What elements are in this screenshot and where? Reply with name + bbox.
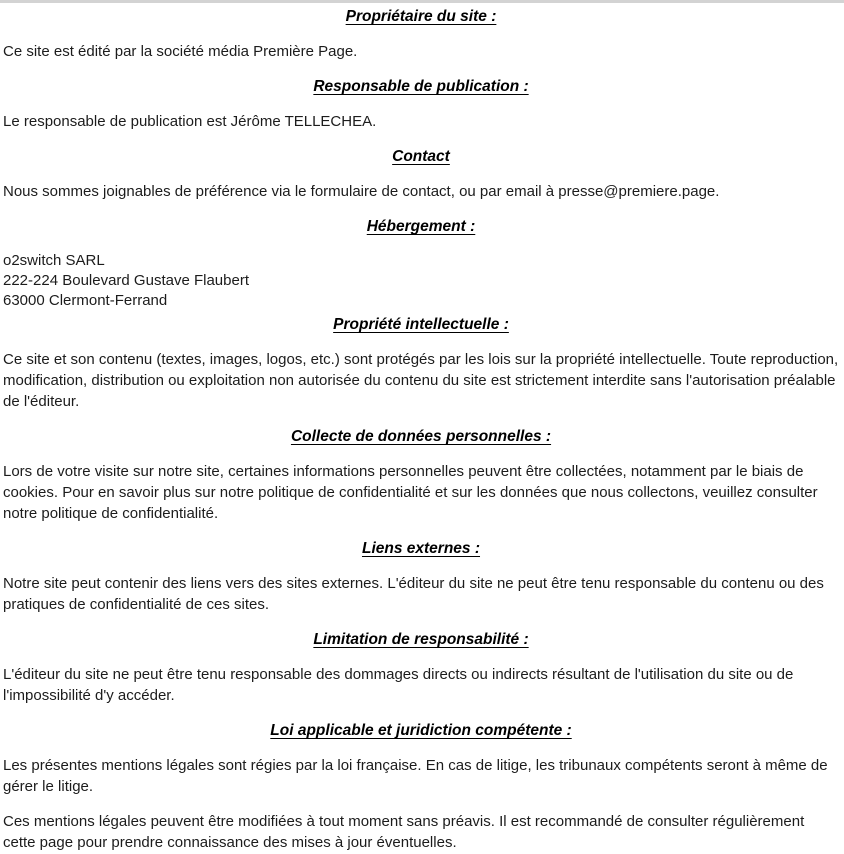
paragraph-propriete-intellectuelle: Ce site et son contenu (textes, images, logos, etc.) sont protégés par les lois sur la propriété intellectuelle. Toute reproduction, modification, distribution ou exploitation non autorisée du contenu du site est strictement interdite sans l'autorisation préalable de l'éditeur. bbox=[3, 351, 839, 410]
paragraph-responsable-publication: Le responsable de publication est Jérôme TELLECHEA. bbox=[3, 113, 377, 130]
heading-liens-externes: Liens externes : bbox=[361, 540, 481, 557]
paragraph-liens-externes: Notre site peut contenir des liens vers des sites externes. L'éditeur du site ne peut être tenu responsable du contenu ou des pratiques de confidentialité de ces sites. bbox=[3, 575, 824, 613]
heading-contact: Contact bbox=[392, 148, 450, 165]
paragraph-collecte-donnees: Lors de votre visite sur notre site, certaines informations personnelles peuvent être collectées, notamment par le biais de cookies. Pour en savoir plus sur notre politique de confidentialité et sur les données que nous collectons, veuillez consulter notre politique de confidentialité. bbox=[3, 463, 818, 522]
heading-loi-applicable: Loi applicable et juridiction compétente : bbox=[270, 722, 572, 739]
address-line-company: o2switch SARL bbox=[3, 252, 105, 269]
heading-responsable-publication: Responsable de publication : bbox=[313, 78, 529, 95]
top-border bbox=[0, 0, 844, 3]
hosting-address-block bbox=[3, 251, 839, 311]
address-line-street: 222-224 Boulevard Gustave Flaubert bbox=[3, 272, 249, 289]
heading-collecte-donnees: Collecte de données personnelles : bbox=[290, 428, 552, 445]
address-line-city: 63000 Clermont-Ferrand bbox=[3, 292, 168, 309]
heading-hebergement: Hébergement : bbox=[366, 218, 476, 235]
legal-notice-document bbox=[0, 6, 844, 853]
paragraph-limitation-responsabilite: L'éditeur du site ne peut être tenu responsable des dommages directs ou indirects résultant de l'utilisation du site ou de l'impossibilité d'y accéder. bbox=[3, 666, 794, 704]
heading-propriete-intellectuelle: Propriété intellectuelle : bbox=[333, 316, 509, 333]
paragraph-modification-mentions: Ces mentions légales peuvent être modifiées à tout moment sans préavis. Il est recommandé de consulter régulièrement cette page pour prendre connaissance des mises à jour éventuelles. bbox=[3, 813, 805, 851]
heading-limitation-responsabilite: Limitation de responsabilité : bbox=[313, 631, 529, 648]
paragraph-contact: Nous sommes joignables de préférence via le formulaire de contact, ou par email à presse@premiere.page. bbox=[3, 183, 720, 200]
paragraph-proprietaire-du-site: Ce site est édité par la société média Première Page. bbox=[3, 43, 358, 60]
paragraph-loi-applicable: Les présentes mentions légales sont régies par la loi française. En cas de litige, les tribunaux compétents seront à même de gérer le litige. bbox=[3, 757, 828, 795]
heading-proprietaire-du-site: Propriétaire du site : bbox=[345, 8, 497, 25]
